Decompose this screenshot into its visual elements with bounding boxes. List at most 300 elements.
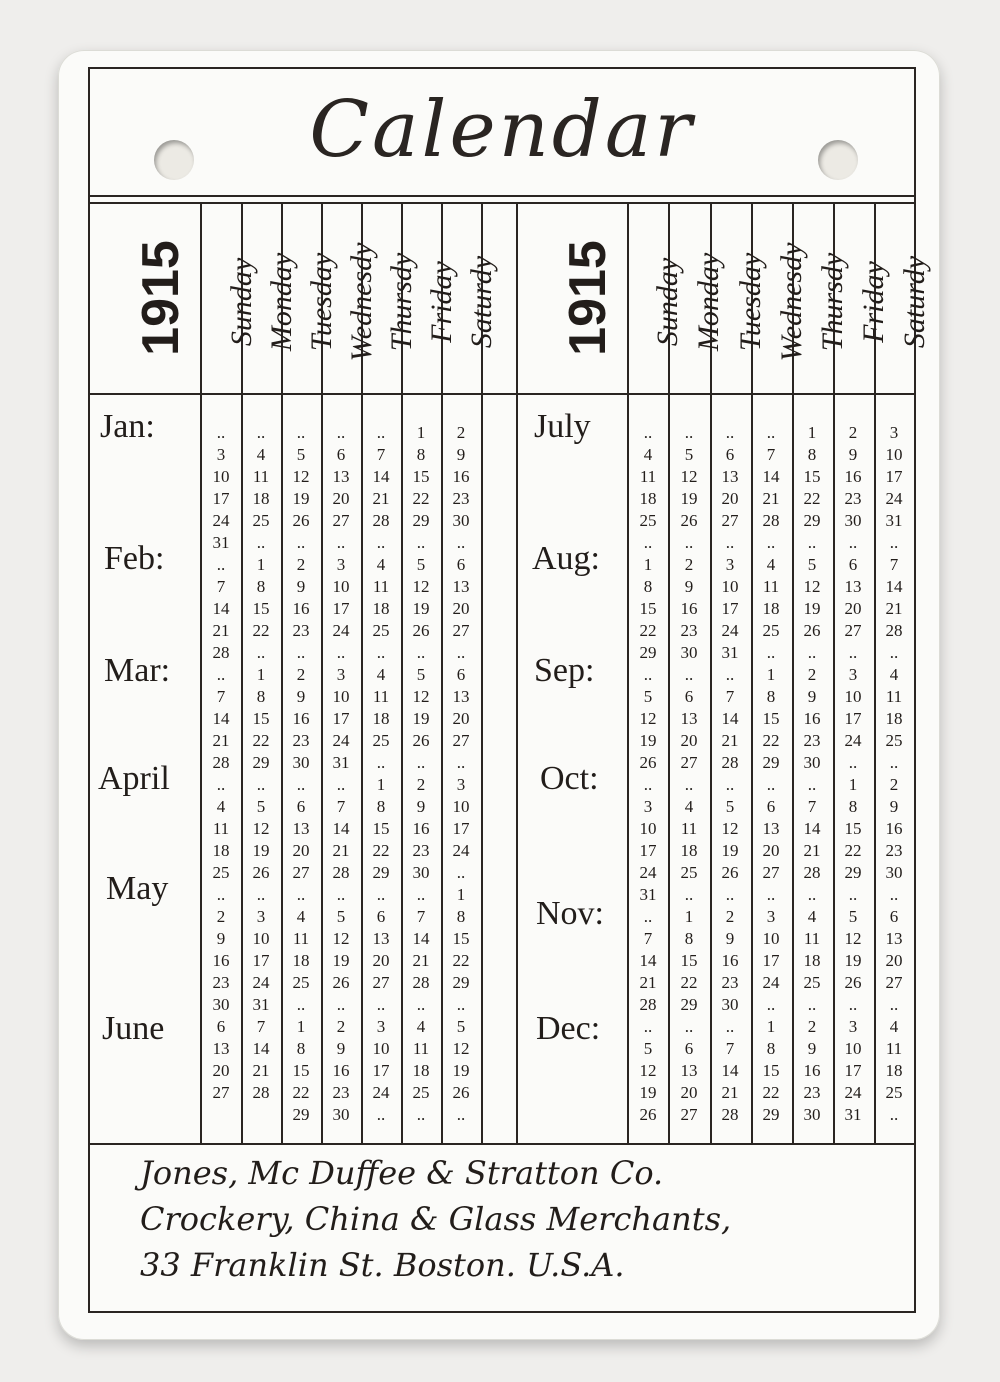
date-cell: 28 xyxy=(212,643,230,662)
date-cell: 25 xyxy=(762,621,780,640)
date-cell: 2 xyxy=(296,555,306,574)
date-cell: .. xyxy=(889,995,899,1014)
date-cell: 6 xyxy=(336,445,346,464)
date-cell: 7 xyxy=(336,797,346,816)
date-cell: 21 xyxy=(639,973,657,992)
date-cell: 10 xyxy=(372,1039,390,1058)
date-cell: .. xyxy=(807,775,817,794)
date-cell: 20 xyxy=(332,489,350,508)
date-column xyxy=(792,422,832,1126)
date-cell: 17 xyxy=(844,709,862,728)
date-cell: 10 xyxy=(844,687,862,706)
date-cell: .. xyxy=(684,885,694,904)
date-cell: .. xyxy=(256,423,266,442)
date-cell: 1 xyxy=(766,665,776,684)
date-cell: 21 xyxy=(885,599,903,618)
date-cell: 18 xyxy=(680,841,698,860)
day-header: Saturdy xyxy=(465,255,498,349)
date-cell: 17 xyxy=(762,951,780,970)
date-cell: 24 xyxy=(762,973,780,992)
date-cell: 14 xyxy=(721,1061,739,1080)
date-cell: .. xyxy=(725,423,735,442)
date-cell: 13 xyxy=(372,929,390,948)
date-cell: 30 xyxy=(844,511,862,530)
date-cell: .. xyxy=(643,907,653,926)
date-cell: 12 xyxy=(452,1039,470,1058)
date-cell: 30 xyxy=(885,863,903,882)
date-cell: 26 xyxy=(639,1105,657,1124)
date-cell: 8 xyxy=(456,907,466,926)
day-header: Sunday xyxy=(651,257,684,347)
date-cell: 5 xyxy=(416,665,426,684)
title-rule xyxy=(90,195,916,197)
date-cell: 16 xyxy=(680,599,698,618)
date-cell: 4 xyxy=(889,665,899,684)
date-cell: 28 xyxy=(212,753,230,772)
year-left: 1915 xyxy=(131,240,190,356)
date-cell: 3 xyxy=(376,1017,386,1036)
date-cell: 10 xyxy=(639,819,657,838)
date-cell: 19 xyxy=(412,709,430,728)
date-cell: 5 xyxy=(456,1017,466,1036)
date-cell: 1 xyxy=(456,885,466,904)
date-cell: .. xyxy=(725,665,735,684)
date-column xyxy=(441,422,481,1126)
date-cell: .. xyxy=(807,533,817,552)
date-cell: 4 xyxy=(416,1017,426,1036)
date-cell: 31 xyxy=(639,885,657,904)
date-cell: 8 xyxy=(256,687,266,706)
date-cell: 24 xyxy=(885,489,903,508)
date-cell: 28 xyxy=(885,621,903,640)
date-cell: 30 xyxy=(721,995,739,1014)
date-cell: 19 xyxy=(680,489,698,508)
date-cell: 15 xyxy=(762,709,780,728)
date-cell: 5 xyxy=(684,445,694,464)
date-cell: 15 xyxy=(292,1061,310,1080)
date-cell: .. xyxy=(643,1017,653,1036)
date-cell: 27 xyxy=(212,1083,230,1102)
date-cell: 1 xyxy=(416,423,426,442)
date-cell: 4 xyxy=(807,907,817,926)
date-cell: 13 xyxy=(452,577,470,596)
date-cell: 1 xyxy=(256,665,266,684)
date-cell: 17 xyxy=(639,841,657,860)
date-cell: 15 xyxy=(412,467,430,486)
date-cell: .. xyxy=(336,643,346,662)
date-cell: 16 xyxy=(292,599,310,618)
date-cell: 17 xyxy=(332,599,350,618)
date-cell: .. xyxy=(456,995,466,1014)
date-cell: 28 xyxy=(252,1083,270,1102)
date-cell: .. xyxy=(416,753,426,772)
date-cell: 22 xyxy=(762,1083,780,1102)
date-cell: 9 xyxy=(456,445,466,464)
date-cell: .. xyxy=(216,555,226,574)
date-cell: .. xyxy=(889,885,899,904)
date-cell: 9 xyxy=(725,929,735,948)
date-cell: 30 xyxy=(292,753,310,772)
date-cell: 10 xyxy=(721,577,739,596)
date-cell: 14 xyxy=(762,467,780,486)
date-cell: 28 xyxy=(412,973,430,992)
date-cell: 25 xyxy=(412,1083,430,1102)
date-cell: .. xyxy=(643,665,653,684)
day-header: Monday xyxy=(265,252,298,352)
date-cell: 15 xyxy=(639,599,657,618)
date-cell: .. xyxy=(256,533,266,552)
date-cell: 13 xyxy=(762,819,780,838)
date-cell: 27 xyxy=(844,621,862,640)
merchant-name: Jones, Mc Duffee & Stratton Co. xyxy=(140,1154,664,1192)
date-cell: 26 xyxy=(332,973,350,992)
day-header: Wednesdy xyxy=(345,242,378,362)
date-cell: 16 xyxy=(412,819,430,838)
date-cell: 25 xyxy=(803,973,821,992)
date-cell: 25 xyxy=(372,621,390,640)
month-nov: Nov: xyxy=(536,895,604,932)
date-cell: 7 xyxy=(416,907,426,926)
date-cell: 9 xyxy=(296,687,306,706)
date-cell: 13 xyxy=(680,1061,698,1080)
date-cell: 8 xyxy=(416,445,426,464)
date-cell: .. xyxy=(256,775,266,794)
date-cell: .. xyxy=(416,1105,426,1124)
date-cell: 5 xyxy=(725,797,735,816)
month-may: May xyxy=(106,870,169,907)
date-cell: 11 xyxy=(252,467,270,486)
calendar-title: Calendar xyxy=(309,85,695,175)
date-cell: 19 xyxy=(292,489,310,508)
date-cell: 20 xyxy=(452,599,470,618)
date-cell: 6 xyxy=(456,665,466,684)
date-cell: 25 xyxy=(680,863,698,882)
date-cell: 3 xyxy=(766,907,776,926)
date-cell: 6 xyxy=(684,1039,694,1058)
date-cell: 22 xyxy=(452,951,470,970)
date-cell: 28 xyxy=(332,863,350,882)
date-cell: .. xyxy=(456,753,466,772)
date-cell: 24 xyxy=(721,621,739,640)
date-cell: 22 xyxy=(762,731,780,750)
date-cell: 15 xyxy=(372,819,390,838)
day-header: Friday xyxy=(857,261,890,343)
date-cell: .. xyxy=(376,643,386,662)
date-cell: .. xyxy=(643,423,653,442)
date-cell: 4 xyxy=(889,1017,899,1036)
date-cell: 15 xyxy=(844,819,862,838)
date-cell: 13 xyxy=(292,819,310,838)
date-cell: 2 xyxy=(848,423,858,442)
date-cell: .. xyxy=(889,643,899,662)
date-cell: 16 xyxy=(212,951,230,970)
date-cell: 26 xyxy=(680,511,698,530)
date-cell: .. xyxy=(766,533,776,552)
merchant-address: 33 Franklin St. Boston. U.S.A. xyxy=(140,1246,625,1284)
date-column xyxy=(241,422,281,1104)
date-cell: 7 xyxy=(725,687,735,706)
date-cell: 29 xyxy=(452,973,470,992)
date-cell: 22 xyxy=(803,489,821,508)
date-cell: 8 xyxy=(684,929,694,948)
date-cell: 30 xyxy=(680,643,698,662)
date-cell: .. xyxy=(376,885,386,904)
date-cell: 18 xyxy=(885,709,903,728)
date-cell: 25 xyxy=(885,731,903,750)
date-cell: .. xyxy=(216,423,226,442)
date-cell: 4 xyxy=(376,665,386,684)
date-cell: 14 xyxy=(252,1039,270,1058)
date-cell: 1 xyxy=(807,423,817,442)
date-cell: 20 xyxy=(212,1061,230,1080)
date-cell: 24 xyxy=(332,621,350,640)
date-cell: 27 xyxy=(680,1105,698,1124)
date-column xyxy=(710,422,750,1126)
date-cell: 1 xyxy=(684,907,694,926)
date-cell: 24 xyxy=(332,731,350,750)
date-cell: 20 xyxy=(721,489,739,508)
date-cell: 16 xyxy=(452,467,470,486)
date-cell: 16 xyxy=(803,709,821,728)
date-cell: .. xyxy=(766,423,776,442)
date-cell: 13 xyxy=(680,709,698,728)
date-cell: 9 xyxy=(336,1039,346,1058)
date-cell: 2 xyxy=(725,907,735,926)
date-cell: 6 xyxy=(376,907,386,926)
date-cell: 12 xyxy=(332,929,350,948)
date-cell: 23 xyxy=(844,489,862,508)
date-cell: 3 xyxy=(889,423,899,442)
date-cell: 8 xyxy=(807,445,817,464)
date-cell: 17 xyxy=(372,1061,390,1080)
date-cell: .. xyxy=(376,1105,386,1124)
date-cell: 25 xyxy=(372,731,390,750)
date-cell: .. xyxy=(807,995,817,1014)
date-cell: 11 xyxy=(762,577,780,596)
month-april: April xyxy=(98,760,170,797)
date-cell: 12 xyxy=(292,467,310,486)
date-cell: 5 xyxy=(336,907,346,926)
date-cell: 4 xyxy=(643,445,653,464)
date-cell: 14 xyxy=(212,709,230,728)
date-cell: 19 xyxy=(844,951,862,970)
date-cell: .. xyxy=(889,1105,899,1124)
day-header: Sunday xyxy=(225,257,258,347)
date-cell: .. xyxy=(848,885,858,904)
date-cell: 3 xyxy=(216,445,226,464)
date-cell: 13 xyxy=(885,929,903,948)
date-cell: 5 xyxy=(296,445,306,464)
date-cell: 23 xyxy=(412,841,430,860)
date-cell: 21 xyxy=(212,621,230,640)
date-cell: .. xyxy=(848,533,858,552)
date-cell: .. xyxy=(376,533,386,552)
date-cell: 2 xyxy=(416,775,426,794)
date-cell: 11 xyxy=(212,819,230,838)
date-cell: 7 xyxy=(256,1017,266,1036)
date-cell: 21 xyxy=(252,1061,270,1080)
date-cell: 30 xyxy=(803,753,821,772)
date-cell: .. xyxy=(336,885,346,904)
date-cell: 27 xyxy=(680,753,698,772)
date-cell: 18 xyxy=(885,1061,903,1080)
date-cell: 8 xyxy=(256,577,266,596)
date-cell: 28 xyxy=(721,753,739,772)
date-cell: 10 xyxy=(452,797,470,816)
date-cell: 27 xyxy=(452,621,470,640)
date-cell: 17 xyxy=(452,819,470,838)
date-cell: 8 xyxy=(766,687,776,706)
date-cell: 18 xyxy=(252,489,270,508)
date-cell: 14 xyxy=(332,819,350,838)
date-cell: 2 xyxy=(336,1017,346,1036)
month-june: June xyxy=(102,1010,165,1047)
date-cell: 14 xyxy=(639,951,657,970)
date-cell: .. xyxy=(643,775,653,794)
date-cell: 26 xyxy=(639,753,657,772)
date-cell: 29 xyxy=(844,863,862,882)
date-cell: 23 xyxy=(721,973,739,992)
date-cell: 5 xyxy=(848,907,858,926)
date-cell: 16 xyxy=(332,1061,350,1080)
date-cell: 29 xyxy=(252,753,270,772)
date-cell: 27 xyxy=(885,973,903,992)
month-mar: Mar: xyxy=(104,652,171,689)
date-column xyxy=(361,422,401,1126)
day-header: Saturdy xyxy=(898,255,931,349)
date-cell: 7 xyxy=(725,1039,735,1058)
date-cell: 17 xyxy=(885,467,903,486)
date-cell: 21 xyxy=(332,841,350,860)
date-cell: .. xyxy=(848,753,858,772)
date-cell: 23 xyxy=(292,731,310,750)
date-cell: 26 xyxy=(292,511,310,530)
date-cell: 17 xyxy=(212,489,230,508)
date-cell: 15 xyxy=(452,929,470,948)
date-cell: 3 xyxy=(848,1017,858,1036)
year-right: 1915 xyxy=(558,240,617,356)
date-cell: 16 xyxy=(803,1061,821,1080)
date-cell: 12 xyxy=(412,577,430,596)
date-cell: .. xyxy=(416,643,426,662)
date-cell: .. xyxy=(296,643,306,662)
date-cell: 19 xyxy=(332,951,350,970)
date-cell: 1 xyxy=(643,555,653,574)
date-cell: 15 xyxy=(680,951,698,970)
date-cell: 21 xyxy=(212,731,230,750)
date-cell: 29 xyxy=(762,753,780,772)
date-cell: 17 xyxy=(332,709,350,728)
date-cell: 11 xyxy=(639,467,657,486)
date-cell: 30 xyxy=(412,863,430,882)
date-cell: .. xyxy=(766,885,776,904)
date-cell: 3 xyxy=(336,555,346,574)
month-jan: Jan: xyxy=(100,408,155,445)
date-cell: 15 xyxy=(762,1061,780,1080)
date-cell: .. xyxy=(336,995,346,1014)
day-header: Friday xyxy=(425,261,458,343)
date-cell: 23 xyxy=(885,841,903,860)
day-header: Thursdy xyxy=(385,252,418,352)
date-cell: 23 xyxy=(212,973,230,992)
date-cell: 6 xyxy=(725,445,735,464)
date-cell: 24 xyxy=(844,731,862,750)
date-column xyxy=(833,422,873,1126)
date-cell: .. xyxy=(889,753,899,772)
date-cell: 25 xyxy=(885,1083,903,1102)
date-cell: 25 xyxy=(252,511,270,530)
date-cell: 4 xyxy=(216,797,226,816)
date-cell: .. xyxy=(456,643,466,662)
date-cell: 27 xyxy=(332,511,350,530)
date-cell: 14 xyxy=(721,709,739,728)
date-cell: 4 xyxy=(256,445,266,464)
date-cell: 9 xyxy=(296,577,306,596)
date-cell: 11 xyxy=(885,1039,903,1058)
date-cell: 11 xyxy=(372,577,390,596)
date-cell: 21 xyxy=(721,1083,739,1102)
date-cell: 23 xyxy=(452,489,470,508)
date-cell: 25 xyxy=(639,511,657,530)
date-cell: 31 xyxy=(212,533,230,552)
date-cell: 31 xyxy=(252,995,270,1014)
date-cell: 4 xyxy=(296,907,306,926)
month-sep: Sep: xyxy=(534,652,595,689)
date-cell: 13 xyxy=(332,467,350,486)
date-cell: 22 xyxy=(292,1083,310,1102)
date-cell: 14 xyxy=(412,929,430,948)
date-cell: 26 xyxy=(452,1083,470,1102)
date-cell: 27 xyxy=(292,863,310,882)
date-column xyxy=(628,422,668,1126)
date-cell: 12 xyxy=(412,687,430,706)
date-cell: 29 xyxy=(412,511,430,530)
date-cell: .. xyxy=(216,665,226,684)
date-cell: 31 xyxy=(885,511,903,530)
merchant-trade: Crockery, China & Glass Merchants, xyxy=(140,1200,732,1238)
date-cell: .. xyxy=(766,995,776,1014)
date-cell: 11 xyxy=(372,687,390,706)
date-cell: .. xyxy=(766,643,776,662)
date-cell: 29 xyxy=(803,511,821,530)
date-cell: 1 xyxy=(376,775,386,794)
date-cell: .. xyxy=(848,643,858,662)
date-cell: 11 xyxy=(412,1039,430,1058)
date-cell: 23 xyxy=(803,731,821,750)
date-cell: 19 xyxy=(803,599,821,618)
date-column xyxy=(321,422,361,1126)
date-cell: 29 xyxy=(680,995,698,1014)
merchant-imprint xyxy=(90,1150,914,1288)
date-cell: 23 xyxy=(292,621,310,640)
date-cell: 12 xyxy=(680,467,698,486)
day-header: Monday xyxy=(692,252,725,352)
date-cell: 6 xyxy=(766,797,776,816)
month-dec: Dec: xyxy=(536,1010,601,1047)
date-cell: .. xyxy=(684,775,694,794)
date-cell: 18 xyxy=(292,951,310,970)
date-cell: 24 xyxy=(639,863,657,882)
date-cell: 10 xyxy=(332,577,350,596)
date-cell: 21 xyxy=(762,489,780,508)
date-cell: .. xyxy=(456,863,466,882)
date-cell: 18 xyxy=(212,841,230,860)
date-cell: 6 xyxy=(216,1017,226,1036)
date-cell: 2 xyxy=(684,555,694,574)
date-cell: .. xyxy=(336,775,346,794)
date-cell: 26 xyxy=(721,863,739,882)
date-cell: 7 xyxy=(216,577,226,596)
